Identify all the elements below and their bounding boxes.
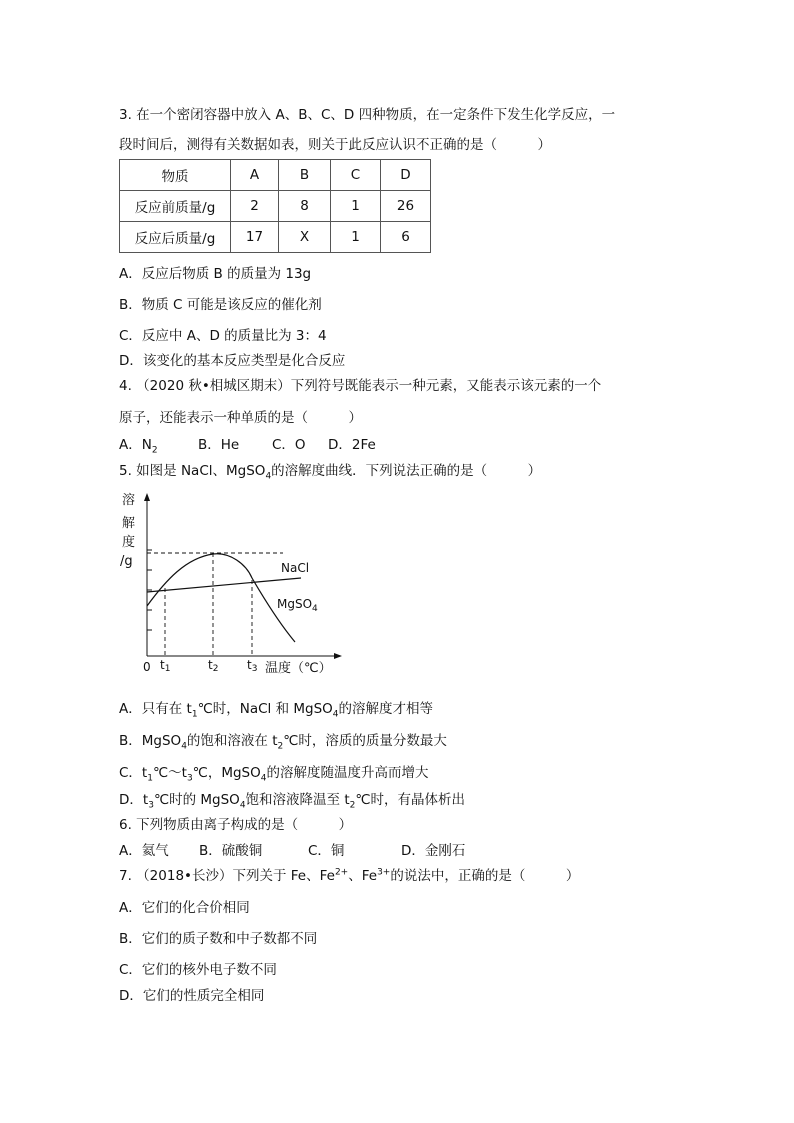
tick-label-t3: t3 [247,658,258,674]
q5-option-c: C．$t_1℃\sim t_3℃$，MgSO$_4$的溶解度随温度升高而增大 [119,765,429,784]
q5-stem-pre: 5. 如图是 NaCl、MgSO [119,463,266,479]
y-axis-ticks [147,550,152,630]
q4-option-a-text: A．N [119,437,152,453]
q4-stem-line1: 4. （2020 秋•相城区期末）下列符号既能表示一种元素，又能表示该元素的一个 [119,378,602,394]
origin-label: 0 [143,660,151,674]
series-label-nacl: NaCl [281,561,310,575]
q4-stem-line2: 原子，还能表示一种单质的是（ ） [119,410,362,426]
table-cell: 17 [231,222,279,253]
dashed-guides [147,553,283,656]
q3-stem-line1: 3. 在一个密闭容器中放入 A、B、C、D 四种物质，在一定条件下发生化学反应，一 [119,107,616,123]
q3-option-c: C．反应中 A、D 的质量比为 3：4 [119,328,327,344]
solubility-curve-diagram [118,490,358,682]
q6-option-b: B．硫酸铜 [199,843,263,859]
q6-option-d: D．金刚石 [401,843,466,859]
table-cell: 2 [231,191,279,222]
table-cell: 26 [381,191,431,222]
q3-option-d: D．该变化的基本反应类型是化合反应 [119,353,346,369]
q3-option-a: A．反应后物质 B 的质量为 13g [119,266,312,282]
table-header-cell: C [331,160,381,191]
q6-stem: 6. 下列物质由离子构成的是（ ） [119,817,353,833]
q5-stem-post: 的溶解度曲线．下列说法正确的是（ ） [271,463,542,479]
q7-option-b: B．它们的质子数和中子数都不同 [119,931,318,947]
y-axis-label-char: /g [120,554,133,569]
table-cell: X [279,222,331,253]
tick-label-t1: t1 [160,658,171,674]
y-axis-label-char: 度 [122,535,136,550]
y-axis-label-char: 溶 [122,493,136,508]
table-header-cell: D [381,160,431,191]
q4-option-d: D．2Fe [328,437,376,453]
q6-option-c: C．铜 [308,843,345,859]
table-cell: 反应前质量/g [120,191,231,222]
q5-option-b: B．MgSO$_4$的饱和溶液在 $t_2℃$时，溶质的质量分数最大 [119,733,447,752]
q7-option-c: C．它们的核外电子数不同 [119,962,277,978]
table-row [120,222,431,253]
table-cell: 1 [331,191,381,222]
y-axis-label-char: 解 [122,516,136,531]
q5-option-d: D．$t_3℃$时的 MgSO$_4$饱和溶液降温至 $t_2℃$时，有晶体析出 [119,792,466,811]
tick-label-t2: t2 [208,658,219,674]
q4-option-a [119,433,158,456]
table-cell: 1 [331,222,381,253]
table-cell: 反应后质量/g [120,222,231,253]
table-cell: 8 [279,191,331,222]
table-row [120,191,431,222]
q3-data-table [119,159,431,253]
q5-option-a: A．只有在 $t_1℃$时，NaCl 和 MgSO$_4$的溶解度才相等 [119,701,434,720]
nacl-curve [147,578,301,592]
q4-option-c: C．O [272,437,306,453]
series-label-mgso4: MgSO$_4$ [277,597,318,614]
q3-option-b: B．物质 C 可能是该反应的催化剂 [119,297,322,313]
q4-option-a-sub: 2 [151,445,158,456]
x-axis-arrow [334,653,342,659]
table-cell: 6 [381,222,431,253]
table-header-cell: A [231,160,279,191]
q7-stem: 7. （2018•长沙）下列关于 Fe、$Fe^{2+}$、$Fe^{3+}$的说法中，正确的是（ ） [119,867,580,884]
mgso4-curve [147,554,295,642]
q3-stem-line2: 段时间后，测得有关数据如表，则关于此反应认识不正确的是（ ） [119,137,551,153]
q5-stem [119,459,541,482]
q7-option-d: D．它们的性质完全相同 [119,988,265,1004]
q4-option-b: B．He [198,437,240,453]
q5-stem-sub: 4 [265,471,272,482]
table-row [120,160,431,191]
table-header-cell: B [279,160,331,191]
q7-option-a: A．它们的化合价相同 [119,900,250,916]
y-axis-arrow [144,493,150,501]
x-axis-label: 温度（℃） [265,661,332,676]
table-header-cell: 物质 [120,160,231,191]
q6-option-a: A．氦气 [119,843,169,859]
